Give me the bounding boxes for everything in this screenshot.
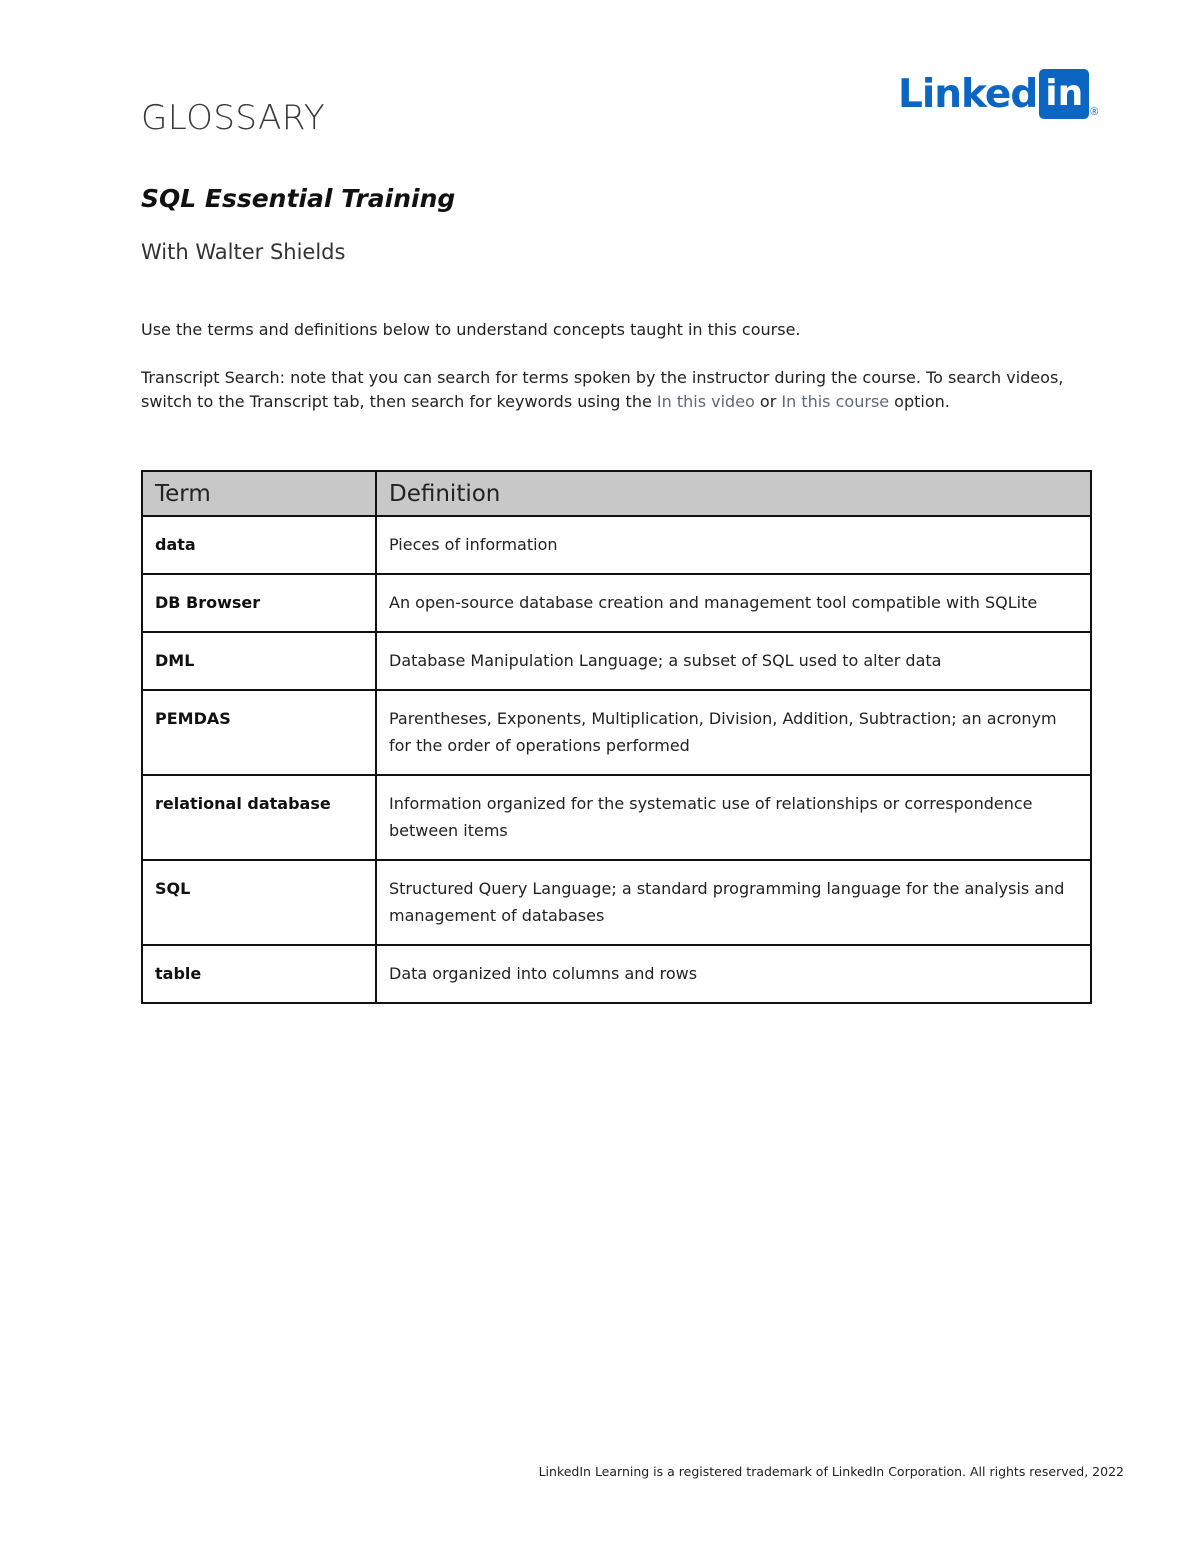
- term-cell: data: [142, 516, 376, 574]
- page-title: GLOSSARY: [141, 98, 326, 138]
- footer-trademark: LinkedIn Learning is a registered trademark of LinkedIn Corporation. All rights reserved, 2022: [538, 1464, 1124, 1479]
- linkedin-logo: [898, 68, 1098, 120]
- definition-cell: Database Manipulation Language; a subset of SQL used to alter data: [376, 632, 1091, 690]
- term-cell: SQL: [142, 860, 376, 945]
- transcript-text-middle: or: [754, 392, 782, 411]
- transcript-text-prefix: Transcript Search: note that you can search for terms spoken by the instructor during the course. To search videos, switch to the Transcript tab, then search for keywords using the: [141, 368, 1064, 411]
- table-row: [142, 632, 1091, 690]
- registered-mark: ®: [1090, 106, 1099, 118]
- column-header-term: Term: [142, 471, 376, 516]
- logo-in-box: in: [1039, 69, 1089, 119]
- intro-text: Use the terms and definitions below to understand concepts taught in this course.: [141, 320, 801, 339]
- definition-cell: Pieces of information: [376, 516, 1091, 574]
- definition-cell: Information organized for the systematic use of relationships or correspondence between items: [376, 775, 1091, 860]
- table-row: [142, 775, 1091, 860]
- term-cell: table: [142, 945, 376, 1003]
- definition-cell: An open-source database creation and management tool compatible with SQLite: [376, 574, 1091, 632]
- table-row: [142, 516, 1091, 574]
- column-header-definition: Definition: [376, 471, 1091, 516]
- table-header-row: [142, 471, 1091, 516]
- transcript-search-note: [141, 366, 1101, 414]
- term-cell: relational database: [142, 775, 376, 860]
- term-cell: DML: [142, 632, 376, 690]
- definition-cell: Structured Query Language; a standard programming language for the analysis and management of databases: [376, 860, 1091, 945]
- term-cell: PEMDAS: [142, 690, 376, 775]
- course-title: SQL Essential Training: [141, 184, 456, 213]
- logo-wordmark: Linked: [898, 71, 1038, 117]
- term-cell: DB Browser: [142, 574, 376, 632]
- glossary-table: [141, 470, 1092, 1004]
- table-row: [142, 574, 1091, 632]
- transcript-text-suffix: option.: [889, 392, 950, 411]
- table-row: [142, 860, 1091, 945]
- table-row: [142, 945, 1091, 1003]
- definition-cell: Parentheses, Exponents, Multiplication, Division, Addition, Subtraction; an acronym for the order of operations performed: [376, 690, 1091, 775]
- instructor-name: With Walter Shields: [141, 240, 346, 264]
- definition-cell: Data organized into columns and rows: [376, 945, 1091, 1003]
- in-this-course-link[interactable]: In this course: [781, 392, 890, 411]
- table-row: [142, 690, 1091, 775]
- in-this-video-link[interactable]: In this video: [656, 392, 755, 411]
